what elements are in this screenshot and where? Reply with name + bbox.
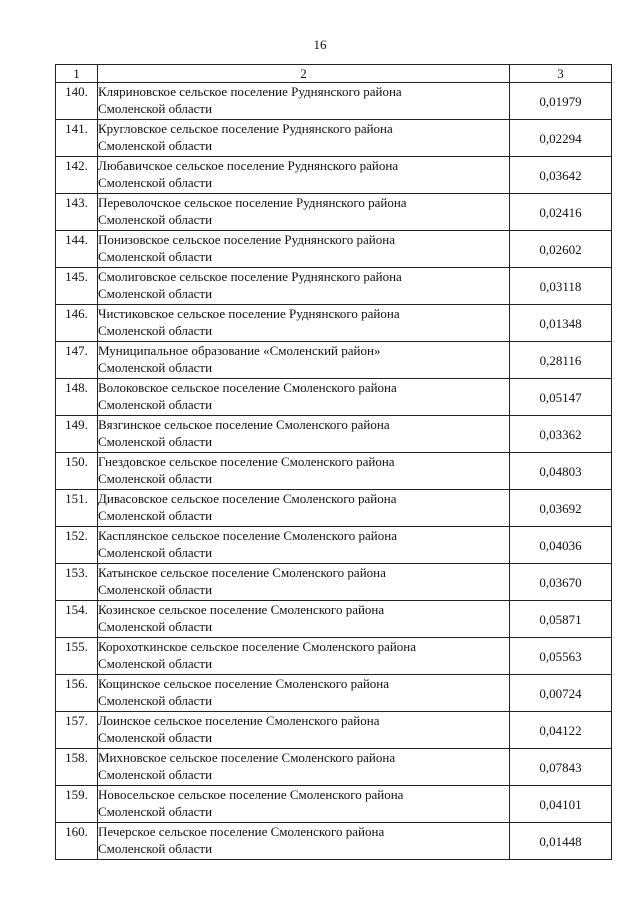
table-row <box>56 157 612 194</box>
row-number: 147. <box>56 342 98 379</box>
settlement-name <box>98 231 510 268</box>
allocation-table <box>55 64 612 860</box>
settlement-name-line-2: Смоленской области <box>98 249 213 264</box>
settlement-name-line-1: Лоинское сельское поселение Смоленского района <box>98 713 380 728</box>
settlement-name <box>98 786 510 823</box>
row-number: 145. <box>56 268 98 305</box>
column-header-3: 3 <box>510 65 612 83</box>
settlement-name-line-2: Смоленской области <box>98 471 213 486</box>
settlement-name <box>98 749 510 786</box>
table-row <box>56 416 612 453</box>
settlement-name <box>98 416 510 453</box>
coefficient-value: 0,03118 <box>510 268 612 305</box>
settlement-name-line-2: Смоленской области <box>98 397 213 412</box>
coefficient-value: 0,04036 <box>510 527 612 564</box>
row-number: 159. <box>56 786 98 823</box>
settlement-name-line-1: Катынское сельское поселение Смоленского района <box>98 565 386 580</box>
settlement-name-line-1: Любавичское сельское поселение Руднянского района <box>98 158 399 173</box>
row-number: 152. <box>56 527 98 564</box>
coefficient-value: 0,03642 <box>510 157 612 194</box>
settlement-name <box>98 194 510 231</box>
settlement-name-line-2: Смоленской области <box>98 508 213 523</box>
settlement-name-line-1: Кляриновское сельское поселение Руднянского района <box>98 84 402 99</box>
coefficient-value: 0,05563 <box>510 638 612 675</box>
settlement-name-line-2: Смоленской области <box>98 138 213 153</box>
table-row <box>56 675 612 712</box>
settlement-name-line-1: Дивасовское сельское поселение Смоленского района <box>98 491 397 506</box>
settlement-name <box>98 823 510 860</box>
settlement-name-line-2: Смоленской области <box>98 175 213 190</box>
settlement-name-line-1: Михновское сельское поселение Смоленского района <box>98 750 396 765</box>
coefficient-value: 0,02294 <box>510 120 612 157</box>
row-number: 144. <box>56 231 98 268</box>
settlement-name-line-2: Смоленской области <box>98 212 213 227</box>
settlement-name-line-1: Волоковское сельское поселение Смоленского района <box>98 380 397 395</box>
table-row <box>56 749 612 786</box>
settlement-name <box>98 453 510 490</box>
settlement-name-line-1: Переволочское сельское поселение Руднянского района <box>98 195 407 210</box>
row-number: 142. <box>56 157 98 194</box>
settlement-name-line-1: Кругловское сельское поселение Руднянского района <box>98 121 393 136</box>
coefficient-value: 0,01448 <box>510 823 612 860</box>
column-header-2: 2 <box>98 65 510 83</box>
settlement-name <box>98 638 510 675</box>
table-row <box>56 601 612 638</box>
settlement-name-line-1: Вязгинское сельское поселение Смоленского района <box>98 417 390 432</box>
settlement-name-line-1: Козинское сельское поселение Смоленского района <box>98 602 385 617</box>
coefficient-value: 0,03362 <box>510 416 612 453</box>
row-number: 148. <box>56 379 98 416</box>
settlement-name <box>98 157 510 194</box>
settlement-name <box>98 490 510 527</box>
page-number: 16 <box>313 37 327 52</box>
settlement-name-line-2: Смоленской области <box>98 693 213 708</box>
table-row <box>56 305 612 342</box>
table-row <box>56 83 612 120</box>
settlement-name <box>98 342 510 379</box>
settlement-name-line-1: Корохоткинское сельское поселение Смоленского района <box>98 639 417 654</box>
table-row <box>56 712 612 749</box>
table-header <box>56 65 612 83</box>
table-row <box>56 823 612 860</box>
row-number: 140. <box>56 83 98 120</box>
table-row <box>56 638 612 675</box>
coefficient-value: 0,00724 <box>510 675 612 712</box>
coefficient-value: 0,01348 <box>510 305 612 342</box>
settlement-name <box>98 601 510 638</box>
settlement-name-line-2: Смоленской области <box>98 101 213 116</box>
settlement-name <box>98 305 510 342</box>
row-number: 158. <box>56 749 98 786</box>
coefficient-value: 0,02602 <box>510 231 612 268</box>
coefficient-value: 0,05871 <box>510 601 612 638</box>
row-number: 154. <box>56 601 98 638</box>
row-number: 150. <box>56 453 98 490</box>
table-row <box>56 490 612 527</box>
row-number: 157. <box>56 712 98 749</box>
row-number: 151. <box>56 490 98 527</box>
table-row <box>56 194 612 231</box>
table-row <box>56 527 612 564</box>
table-row <box>56 786 612 823</box>
settlement-name <box>98 527 510 564</box>
coefficient-value: 0,05147 <box>510 379 612 416</box>
settlement-name-line-1: Касплянское сельское поселение Смоленского района <box>98 528 397 543</box>
settlement-name-line-1: Муниципальное образование «Смоленский район» <box>98 343 381 358</box>
row-number: 155. <box>56 638 98 675</box>
coefficient-value: 0,03692 <box>510 490 612 527</box>
settlement-name-line-2: Смоленской области <box>98 767 213 782</box>
coefficient-value: 0,04122 <box>510 712 612 749</box>
table-row <box>56 268 612 305</box>
settlement-name-line-1: Гнездовское сельское поселение Смоленского района <box>98 454 395 469</box>
settlement-name-line-1: Чистиковское сельское поселение Руднянского района <box>98 306 400 321</box>
settlement-name-line-2: Смоленской области <box>98 545 213 560</box>
table-row <box>56 453 612 490</box>
settlement-name-line-2: Смоленской области <box>98 730 213 745</box>
settlement-name-line-1: Кощинское сельское поселение Смоленского района <box>98 676 390 691</box>
table-row <box>56 120 612 157</box>
table-row <box>56 379 612 416</box>
settlement-name <box>98 83 510 120</box>
settlement-name-line-2: Смоленской области <box>98 841 213 856</box>
table-row <box>56 231 612 268</box>
settlement-name <box>98 120 510 157</box>
coefficient-value: 0,07843 <box>510 749 612 786</box>
coefficient-value: 0,03670 <box>510 564 612 601</box>
table-row <box>56 564 612 601</box>
settlement-name <box>98 675 510 712</box>
settlement-name-line-2: Смоленской области <box>98 323 213 338</box>
column-header-1: 1 <box>56 65 98 83</box>
settlement-name-line-1: Печерское сельское поселение Смоленского района <box>98 824 385 839</box>
row-number: 143. <box>56 194 98 231</box>
row-number: 153. <box>56 564 98 601</box>
settlement-name-line-1: Смолиговское сельское поселение Руднянского района <box>98 269 402 284</box>
settlement-name <box>98 564 510 601</box>
settlement-name-line-2: Смоленской области <box>98 360 213 375</box>
settlement-name <box>98 268 510 305</box>
settlement-name-line-1: Понизовское сельское поселение Руднянского района <box>98 232 395 247</box>
coefficient-value: 0,28116 <box>510 342 612 379</box>
row-number: 160. <box>56 823 98 860</box>
coefficient-value: 0,01979 <box>510 83 612 120</box>
settlement-name-line-2: Смоленской области <box>98 804 213 819</box>
table-row <box>56 342 612 379</box>
row-number: 146. <box>56 305 98 342</box>
coefficient-value: 0,04101 <box>510 786 612 823</box>
row-number: 156. <box>56 675 98 712</box>
row-number: 149. <box>56 416 98 453</box>
coefficient-value: 0,04803 <box>510 453 612 490</box>
settlement-name-line-2: Смоленской области <box>98 582 213 597</box>
settlement-name <box>98 379 510 416</box>
table-body <box>56 83 612 860</box>
settlement-name-line-1: Новосельское сельское поселение Смоленского района <box>98 787 404 802</box>
settlement-name-line-2: Смоленской области <box>98 286 213 301</box>
settlement-name-line-2: Смоленской области <box>98 656 213 671</box>
settlement-name <box>98 712 510 749</box>
coefficient-value: 0,02416 <box>510 194 612 231</box>
settlement-name-line-2: Смоленской области <box>98 619 213 634</box>
row-number: 141. <box>56 120 98 157</box>
settlement-name-line-2: Смоленской области <box>98 434 213 449</box>
